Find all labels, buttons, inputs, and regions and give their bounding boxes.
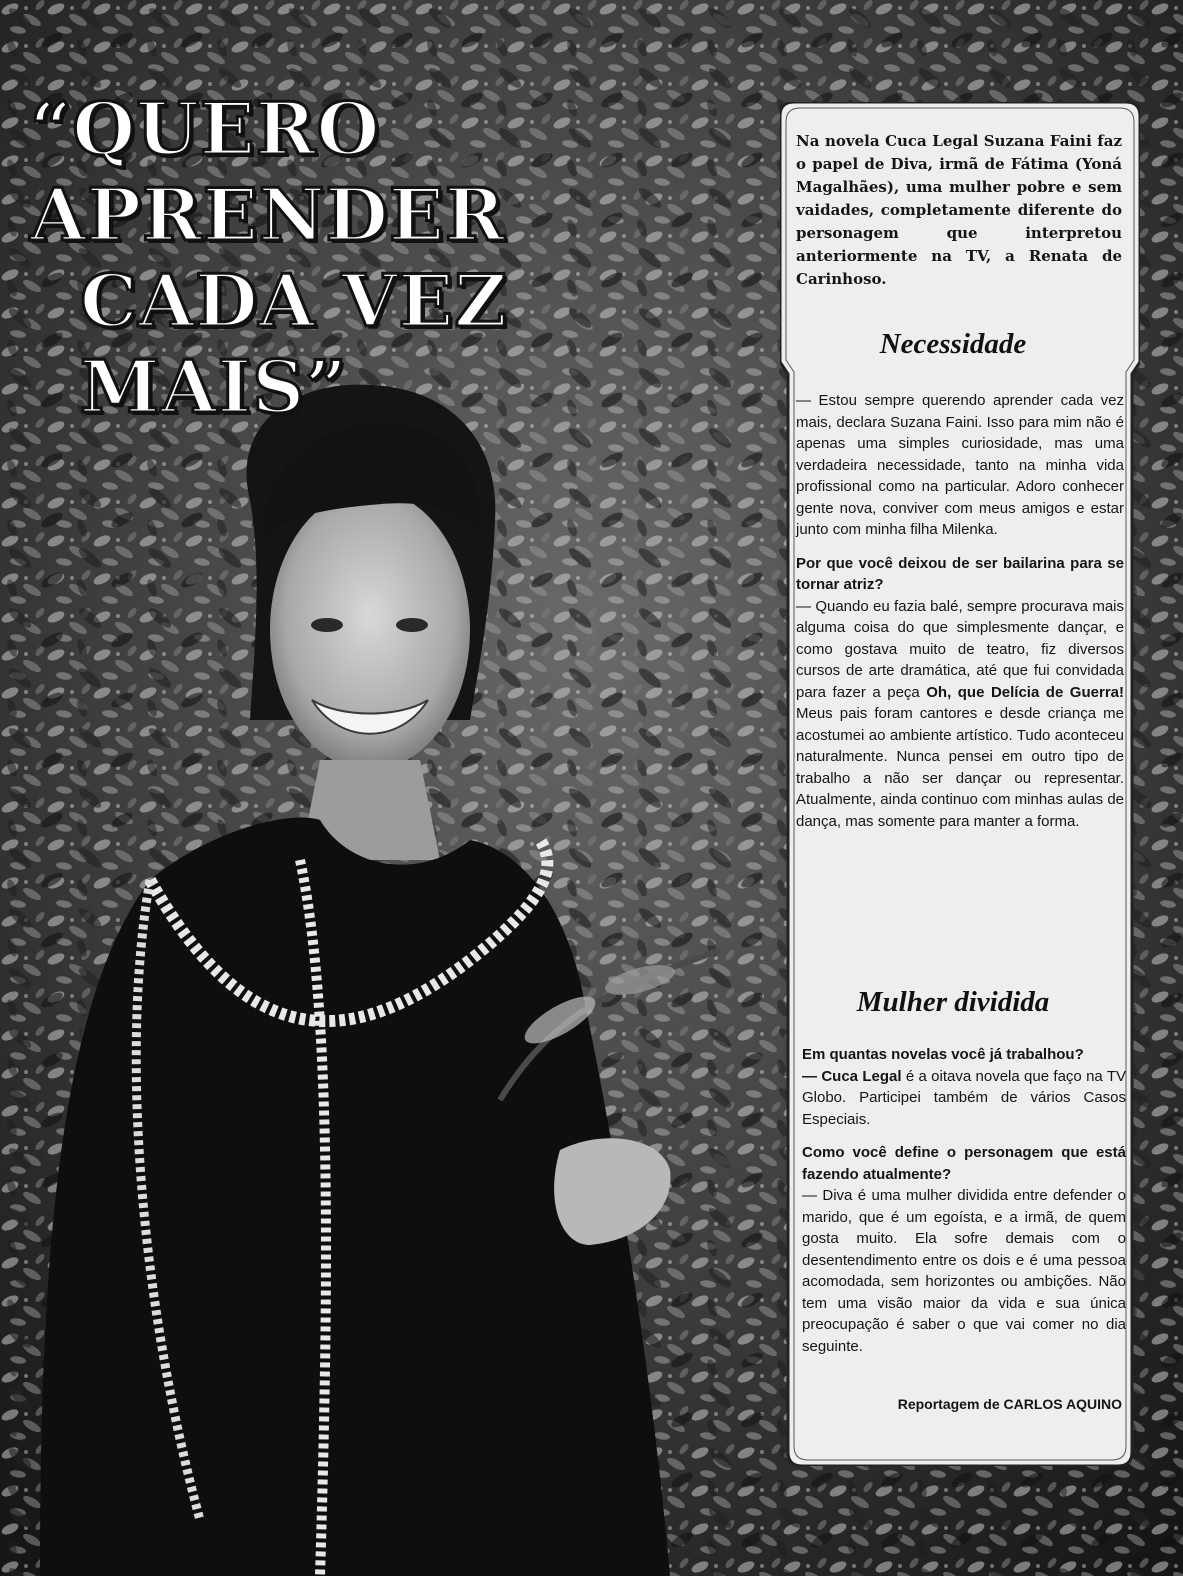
answer-3: — Diva é uma mulher dividida entre defender o marido, que é um egoísta, e a irmã, de quem gosta muito. Ela sofre demais com o desentendimento entre os dois e é uma pessoa acomodada, sem horizontes ou ambições. Não tem uma visão maior da vida e sua única preocupação é saber o que vai comer no dia seguinte. — [802, 1187, 1126, 1355]
question-2: Em quantas novelas você já trabalhou? — [802, 1046, 1084, 1063]
question-3: Como você define o personagem que está fazendo atualmente? — [802, 1144, 1126, 1183]
headline-line-2: CADA VEZ MAIS” — [80, 258, 508, 429]
answer-2-novela-name: — Cuca Legal — [802, 1067, 902, 1085]
qa-2 — [802, 1044, 1126, 1130]
qa-1 — [796, 553, 1124, 833]
section-necessidade-text: — Estou sempre querendo aprender cada vez mais, declara Suzana Faini. Isso para mim não é apenas uma simples curiosidade, mas uma verdadeira necessidade, tanto na minha vida profissional como na particular. Adoro conhecer gente nova, conviver com meus amigos e estar junto com minha filha Milenka. — [796, 392, 1124, 538]
headline-line-1: “QUERO APRENDER — [30, 86, 506, 257]
qa-3 — [802, 1142, 1126, 1357]
answer-1-end: Meus pais foram cantores e desde criança me acostumei ao ambiente artístico. Tudo aconteceu naturalmente. Nunca pensei em outro tipo de trabalho a não ser dançar ou representar. Atualmente, ainda continuo com minhas aulas de dança, mas somente para manter a forma. — [796, 705, 1124, 830]
byline: Reportagem de CARLOS AQUINO — [897, 1396, 1122, 1412]
question-1: Por que você deixou de ser bailarina para se tornar atriz? — [796, 554, 1124, 593]
answer-1-start: — Quando eu fazia balé, sempre procurava mais alguma coisa do que simplesmente dançar, e como gostava muito de teatro, fiz diversos cursos de arte dramática, até que fui convidada para fazer a peça — [796, 597, 1124, 701]
article-text-panel — [780, 102, 1140, 1466]
answer-2-text: é a oitava novela que faço na TV Globo. Participei também de vários Casos Especiais. — [802, 1067, 1126, 1128]
intro-paragraph: Na novela Cuca Legal Suzana Faini faz o papel de Diva, irmã de Fátima (Yoná Magalhães), uma mulher pobre e sem vaidades, completamente diferente do personagem que interpretou anteriormente na TV, a Renata de Carinhoso. — [796, 132, 1122, 288]
section-heading-mulher-dividida: Mulher dividida — [856, 986, 1050, 1018]
section-necessidade-body — [796, 390, 1124, 844]
answer-1-play-title: Oh, que Delícia de Guerra! — [926, 683, 1124, 701]
section-mulher-dividida-body — [802, 1044, 1126, 1369]
headline — [30, 86, 770, 430]
section-heading-necessidade: Necessidade — [879, 328, 1027, 360]
